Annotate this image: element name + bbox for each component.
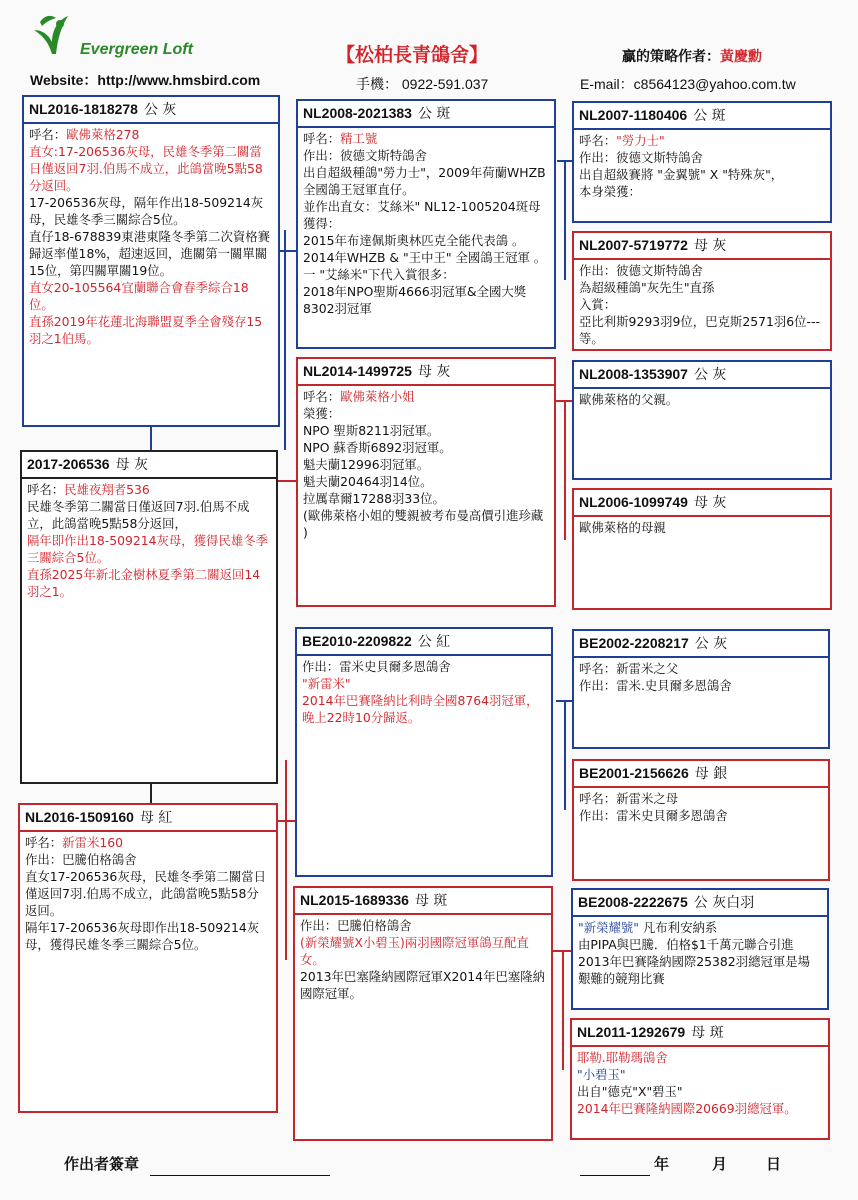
box-text: 一 "艾絲米"下代入賞很多： <box>303 267 455 282</box>
pedigree-box-grand-sire <box>296 99 556 349</box>
box-text: 出自超級種鴿"勞力士"，2009年荷蘭WHZB全國鴿王冠軍直仔。 <box>303 165 546 197</box>
box-body <box>22 479 276 602</box>
ring-number: BE2008-2222675 <box>578 894 688 910</box>
sex-color: 公 斑 <box>693 108 726 124</box>
pedigree-box-subject <box>22 95 280 427</box>
box-header <box>572 1020 828 1047</box>
box-text: 呼名： <box>303 131 341 146</box>
connector <box>278 820 296 822</box>
ring-number: BE2001-2156626 <box>579 765 689 781</box>
ring-number: BE2010-2209822 <box>302 633 412 649</box>
ring-number: NL2006-1099749 <box>579 494 688 510</box>
box-header <box>298 359 554 386</box>
box-body <box>573 917 827 989</box>
box-text: 呼名： <box>29 127 67 142</box>
box-text: NPO 蘇香斯6892羽冠軍。 <box>303 440 452 455</box>
sex-color: 母 紅 <box>139 810 173 826</box>
box-text: 新雷米160 <box>62 835 123 850</box>
box-text: 17-206536灰母，隔年作出18-509214灰母，民雄冬季三關綜合5位。 <box>29 195 264 227</box>
box-text: 2014年WHZB & "王中王" 全國鴿王冠軍 。 <box>303 250 547 265</box>
signature-label: 作出者簽章 <box>64 1155 140 1173</box>
ring-number: 2017-206536 <box>27 456 110 472</box>
pedigree-box-ggp-8 <box>570 1018 830 1140</box>
box-header <box>298 101 554 128</box>
pedigree-box-ggp-4 <box>572 488 832 610</box>
box-text: "新榮耀號" <box>578 920 643 935</box>
box-text: 呼名： <box>303 389 341 404</box>
box-text: 民雄冬季第二關當日僅返回7羽.伯馬不成立，此鴿當晚5點58分返回， <box>27 499 250 531</box>
box-text: 2015年布達佩斯奧林匹克全能代表鴿 。 <box>303 233 525 248</box>
box-text: NPO 聖斯8211羽冠軍。 <box>303 423 440 438</box>
date-day: 日 <box>766 1155 782 1173</box>
sex-color: 母 灰 <box>417 364 451 380</box>
box-body <box>574 389 830 410</box>
ring-number: BE2002-2208217 <box>579 635 689 651</box>
box-text: 作出：雷米史貝爾多恩鴿舍 <box>302 659 451 674</box>
box-header <box>574 631 828 658</box>
box-text: 直女17-206536灰母，民雄冬季第二關當日僅返回7羽.伯馬不成立，此鴿當晚5點58分返回。 <box>25 869 267 918</box>
box-text: 出自"德克"X"碧玉" <box>577 1084 683 1099</box>
pedigree-box-grand-dam <box>296 357 556 607</box>
ring-number: NL2008-1353907 <box>579 366 688 382</box>
pedigree-box-dam-dam <box>293 886 553 1141</box>
box-body <box>298 128 554 319</box>
box-text: 作出：雷米史貝爾多恩鴿舍 <box>579 808 728 823</box>
box-text: 民雄夜翔者536 <box>64 482 150 497</box>
box-text: 直仔18-678839東港東隆冬季第二次資格賽歸返率僅18%，超速返回，進關第一關單關15位，第四關單關19位。 <box>29 229 271 278</box>
box-text: 2014年巴賽隆納國際20669羽總冠軍。 <box>577 1101 797 1116</box>
box-header <box>574 761 828 788</box>
box-text: (歐佛萊格小姐的雙親被考布曼高價引進珍藏 ) <box>303 508 544 540</box>
box-header <box>20 805 276 832</box>
box-text: 2014年巴賽隆納比利時全國8764羽冠軍，晚上22時10分歸返。 <box>302 693 539 725</box>
box-header <box>297 629 551 656</box>
strategist-prefix: 贏的策略作者： <box>622 49 720 65</box>
box-text: 2013年巴塞隆納國際冠軍X2014年巴塞隆納國際冠軍。 <box>300 969 546 1001</box>
box-body <box>574 260 830 349</box>
box-text: 出自超級賽將 "金翼號" X "特殊灰"， <box>579 167 784 182</box>
box-text: 隔年17-206536灰母即作出18-509214灰母，獲得民雄冬季三關綜合5位。 <box>25 920 260 952</box>
phone: 手機： 0922-591.037 <box>356 76 489 92</box>
box-body <box>297 656 551 728</box>
date-line[interactable] <box>580 1175 650 1176</box>
box-header <box>574 490 830 517</box>
sex-color: 公 灰 <box>694 636 728 652</box>
box-body <box>295 915 551 1004</box>
connector <box>564 160 566 280</box>
box-header <box>574 103 830 130</box>
box-text: 魁夫蘭12996羽冠軍。 <box>303 457 430 472</box>
date-month: 月 <box>712 1155 728 1173</box>
date-year: 年 <box>654 1155 670 1173</box>
box-text: 亞比利斯9293羽9位，巴克斯2571羽6位---等。 <box>579 314 820 346</box>
ring-number: NL2008-2021383 <box>303 105 412 121</box>
box-text: 作出：彼德文斯特鴿舍 <box>579 263 703 278</box>
box-text: 呼名：新雷米之母 <box>579 791 679 806</box>
signature-line[interactable] <box>150 1175 330 1176</box>
pedigree-box-ggp-5 <box>572 629 830 749</box>
box-text: "勞力士" <box>616 133 665 148</box>
box-header <box>22 452 276 479</box>
connector <box>562 950 564 1070</box>
box-text: 呼名： <box>25 835 63 850</box>
sex-color: 公 灰白羽 <box>693 895 755 911</box>
ring-number: NL2016-1818278 <box>29 101 138 117</box>
box-text: 作出：彼德文斯特鴿舍 <box>303 148 427 163</box>
box-body <box>574 130 830 202</box>
box-text: 隔年即作出18-509214灰母，獲得民雄冬季三關綜合5位。 <box>27 533 269 565</box>
ring-number: NL2007-5719772 <box>579 237 688 253</box>
strategist-name: 黃慶勳 <box>720 49 762 65</box>
ring-number: NL2007-1180406 <box>579 107 688 123</box>
box-text: 入賞： <box>579 297 617 312</box>
sex-color: 公 灰 <box>143 102 177 118</box>
box-text: 拉厲韋爾17288羽33位。 <box>303 491 445 506</box>
box-text: 作出：彼德文斯特鴿舍 <box>579 150 703 165</box>
logo-name: Evergreen Loft <box>80 41 193 58</box>
box-text: 呼名：新雷米之父 <box>579 661 679 676</box>
sex-color: 母 銀 <box>694 766 728 782</box>
box-text: (新榮耀號X小碧玉)兩羽國際冠軍鴿互配直女。 <box>300 935 529 967</box>
box-body <box>574 788 828 826</box>
box-text: 精工號 <box>340 131 378 146</box>
box-text: 魁夫蘭20464羽14位。 <box>303 474 433 489</box>
box-body <box>572 1047 828 1119</box>
pedigree-box-ggp-2 <box>572 231 832 351</box>
pedigree-box-ggp-6 <box>572 759 830 881</box>
box-text: 耶勒.耶勒瑪鴿舍 <box>577 1050 668 1065</box>
box-text: 由PIPA與巴騰．伯格$1千萬元聯合引進 <box>578 937 794 952</box>
box-text: 歐佛萊格278 <box>66 127 140 142</box>
box-text: "新雷米" <box>302 676 351 691</box>
box-text: 榮獲： <box>303 406 341 421</box>
connector <box>564 400 566 540</box>
sex-color: 公 紅 <box>417 634 451 650</box>
box-text: 直孫2019年花蓮北海聯盟夏季全會殘存15羽之1伯馬。 <box>29 314 263 346</box>
pedigree-box-dam-sire <box>295 627 553 877</box>
box-text: 歐佛萊格的母親 <box>579 520 666 535</box>
box-text: 呼名： <box>579 133 617 148</box>
box-body <box>24 124 278 349</box>
box-text: 2018年NPO聖斯4666羽冠軍&全國大獎8302羽冠軍 <box>303 284 527 316</box>
box-text: 作出：巴騰伯格鴿舍 <box>300 918 412 933</box>
connector <box>564 700 566 810</box>
sex-color: 母 灰 <box>693 495 727 511</box>
connector <box>284 230 286 450</box>
box-text: 2013年巴賽隆納國際25382羽總冠軍是場艱難的競翔比賽 <box>578 954 811 986</box>
box-text: "小碧玉" <box>577 1067 626 1082</box>
pedigree-box-dam <box>18 803 278 1113</box>
box-header <box>574 362 830 389</box>
sex-color: 母 灰 <box>693 238 727 254</box>
website: Website：http://www.hmsbird.com <box>30 72 261 88</box>
box-text: 為超級種鴿"灰先生"直孫 <box>579 280 715 295</box>
pedigree-box-ggp-3 <box>572 360 832 480</box>
box-header <box>574 233 830 260</box>
pedigree-box-sire <box>20 450 278 784</box>
box-body <box>298 386 554 543</box>
box-text: 直女:17-206536灰母，民雄冬季第二關當日僅返回7羽.伯馬不成立，此鴿當晚5點58分返回。 <box>29 144 263 193</box>
connector <box>285 760 287 960</box>
box-header <box>24 97 278 124</box>
box-text: 歐佛萊格小姐 <box>340 389 415 404</box>
box-body <box>20 832 276 955</box>
box-text: 呼名： <box>27 482 65 497</box>
sex-color: 母 灰 <box>115 457 148 473</box>
pedigree-box-ggp-7 <box>571 888 829 1010</box>
strategist <box>622 46 762 66</box>
box-header <box>573 890 827 917</box>
box-text: 凡布利安納系 <box>642 920 718 935</box>
box-text: 作出：巴騰伯格鴿舍 <box>25 852 137 867</box>
pedigree-box-ggp-1 <box>572 101 832 223</box>
box-text: 歐佛萊格的父親。 <box>579 392 679 407</box>
connector <box>278 250 298 252</box>
sex-color: 母 斑 <box>691 1025 724 1041</box>
connector <box>150 783 152 803</box>
box-text: 直孫2025年新北金樹林夏季第二關返回14羽之1。 <box>27 567 261 599</box>
connector <box>150 426 152 450</box>
box-text: 直女20-105564宜蘭聯合會春季綜合18位。 <box>29 280 249 312</box>
box-body <box>574 517 830 538</box>
box-body <box>574 658 828 696</box>
ring-number: NL2015-1689336 <box>300 892 409 908</box>
sex-color: 公 灰 <box>693 367 727 383</box>
ring-number: NL2011-1292679 <box>577 1024 686 1040</box>
box-text: 本身榮獲： <box>579 184 641 199</box>
box-text: 並作出直女：艾絲米" NL12-1005204斑母 獲得： <box>303 199 541 231</box>
logo-icon <box>30 10 74 58</box>
sex-color: 母 斑 <box>414 893 448 909</box>
page-title: 【松柏長青鴿舍】 <box>336 44 489 66</box>
sex-color: 公 斑 <box>417 106 451 122</box>
box-header <box>295 888 551 915</box>
ring-number: NL2016-1509160 <box>25 809 134 825</box>
ring-number: NL2014-1499725 <box>303 363 412 379</box>
connector <box>278 480 298 482</box>
email: E-mail：c8564123@yahoo.com.tw <box>580 76 796 92</box>
box-text: 作出：雷米.史貝爾多恩鴿舍 <box>579 678 732 693</box>
